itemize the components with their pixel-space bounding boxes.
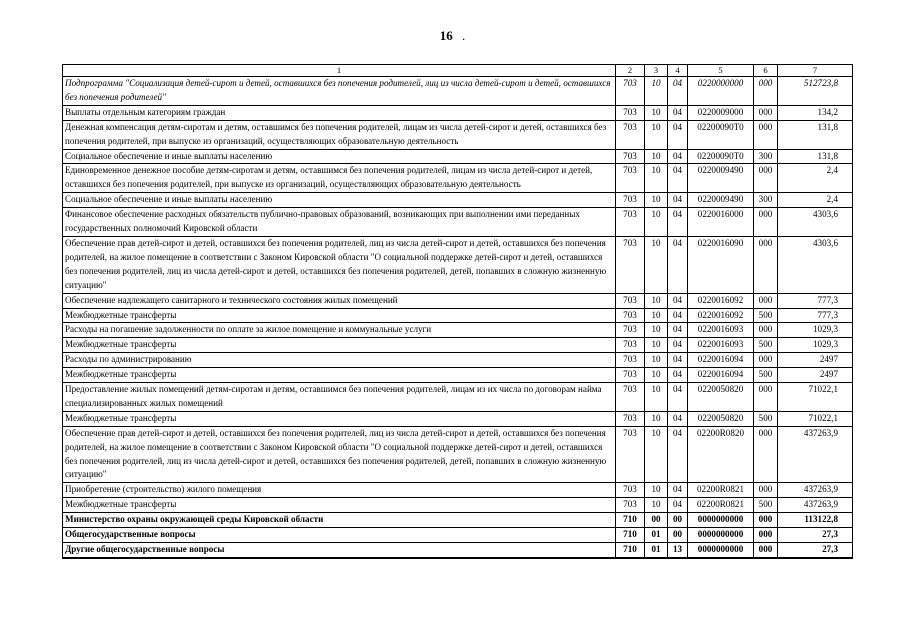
table-row [63,338,853,353]
header-cell: 6 [754,65,778,77]
row-code-4-cell: 04 [668,426,688,483]
row-code-5-cell: 0220016093 [688,323,754,338]
row-code-5-cell: 0220016090 [688,236,754,293]
table-row [63,543,853,558]
row-code-2-cell: 703 [616,164,645,193]
row-code-6-cell: 000 [754,293,778,308]
row-code-3-cell: 10 [645,411,668,426]
table-row [63,105,853,120]
row-code-5-cell: 02200090Т0 [688,149,754,164]
row-name-cell: Приобретение (строительство) жилого помещения [63,483,616,498]
table-row [63,193,853,208]
row-code-4-cell: 04 [668,77,688,106]
row-code-3-cell: 00 [645,513,668,528]
row-code-6-cell: 000 [754,353,778,368]
row-amount-cell: 1029,3 [778,338,853,353]
row-code-6-cell: 000 [754,543,778,558]
row-code-2-cell: 703 [616,353,645,368]
row-code-6-cell: 000 [754,528,778,543]
row-code-3-cell: 10 [645,338,668,353]
budget-table [62,64,853,559]
table-row [63,368,853,383]
row-code-5-cell: 02200R0821 [688,498,754,513]
row-code-6-cell: 000 [754,77,778,106]
row-code-4-cell: 00 [668,513,688,528]
table-row [63,383,853,412]
row-code-3-cell: 01 [645,528,668,543]
row-code-3-cell: 01 [645,543,668,558]
row-code-3-cell: 10 [645,308,668,323]
row-code-6-cell: 000 [754,208,778,237]
header-cell: 1 [63,65,616,77]
row-amount-cell: 71022,1 [778,383,853,412]
row-code-3-cell: 10 [645,236,668,293]
row-code-3-cell: 10 [645,323,668,338]
row-code-5-cell: 0220050820 [688,383,754,412]
row-code-2-cell: 703 [616,120,645,149]
row-name-cell: Социальное обеспечение и иные выплаты населению [63,149,616,164]
table-row [63,426,853,483]
row-code-5-cell: 0220050820 [688,411,754,426]
row-code-5-cell: 0220009490 [688,193,754,208]
page-number [0,28,905,44]
row-amount-cell: 777,3 [778,293,853,308]
table-row [63,513,853,528]
row-code-3-cell: 10 [645,353,668,368]
table-row [63,208,853,237]
row-code-3-cell: 10 [645,498,668,513]
row-amount-cell: 2,4 [778,164,853,193]
table-row [63,411,853,426]
row-code-3-cell: 10 [645,193,668,208]
row-code-5-cell: 02200R0820 [688,426,754,483]
row-code-3-cell: 10 [645,483,668,498]
row-code-6-cell: 000 [754,483,778,498]
row-code-5-cell: 0000000000 [688,513,754,528]
row-code-2-cell: 703 [616,236,645,293]
table-row [63,77,853,106]
row-code-4-cell: 04 [668,483,688,498]
row-code-2-cell: 703 [616,105,645,120]
row-code-3-cell: 10 [645,105,668,120]
row-code-6-cell: 500 [754,498,778,513]
row-amount-cell: 777,3 [778,308,853,323]
row-code-4-cell: 04 [668,498,688,513]
row-name-cell: Другие общегосударственные вопросы [63,543,616,558]
row-code-6-cell: 500 [754,338,778,353]
row-amount-cell: 437263,9 [778,498,853,513]
row-code-4-cell: 04 [668,120,688,149]
row-amount-cell: 113122,8 [778,513,853,528]
row-code-3-cell: 10 [645,208,668,237]
row-code-5-cell: 02200R0821 [688,483,754,498]
row-code-3-cell: 10 [645,120,668,149]
row-code-5-cell: 0220016094 [688,353,754,368]
row-code-6-cell: 000 [754,164,778,193]
header-cell: 5 [688,65,754,77]
row-name-cell: Межбюджетные трансферты [63,498,616,513]
row-amount-cell: 131,8 [778,149,853,164]
row-amount-cell: 71022,1 [778,411,853,426]
row-code-5-cell: 0000000000 [688,543,754,558]
row-code-5-cell: 02200090Т0 [688,120,754,149]
row-code-2-cell: 703 [616,338,645,353]
row-amount-cell: 4303,6 [778,208,853,237]
row-code-2-cell: 703 [616,308,645,323]
table-row [63,293,853,308]
row-code-4-cell: 00 [668,528,688,543]
row-amount-cell: 134,2 [778,105,853,120]
row-code-2-cell: 710 [616,543,645,558]
row-code-4-cell: 04 [668,383,688,412]
row-code-3-cell: 10 [645,383,668,412]
row-code-4-cell: 04 [668,293,688,308]
row-code-3-cell: 10 [645,368,668,383]
header-cell: 4 [668,65,688,77]
row-name-cell: Межбюджетные трансферты [63,338,616,353]
row-name-cell: Социальное обеспечение и иные выплаты населению [63,193,616,208]
row-name-cell: Обеспечение прав детей-сирот и детей, оставшихся без попечения родителей, лиц из числа детей-сирот и детей, оставшихся без попечения родителей, на жилое помещение в соответствии с Законом Кировской области "О социальной поддержке детей-сирот и детей, оставшихся без попечения родителей, лиц из числа детей-сирот и детей, оставшихся без попечения родителей, детей, попавших в сложную жизненную ситуацию" [63,426,616,483]
row-code-3-cell: 10 [645,77,668,106]
row-code-3-cell: 10 [645,293,668,308]
row-name-cell: Предоставление жилых помещений детям-сиротам и детям, оставшимся без попечения родителей, лицам из их числа по договорам найма специализированных жилых помещений [63,383,616,412]
row-code-2-cell: 710 [616,513,645,528]
row-amount-cell: 512723,8 [778,77,853,106]
row-amount-cell: 27,3 [778,528,853,543]
row-code-2-cell: 710 [616,528,645,543]
row-code-2-cell: 703 [616,426,645,483]
header-cell: 7 [778,65,853,77]
row-code-4-cell: 04 [668,164,688,193]
row-code-2-cell: 703 [616,149,645,164]
row-code-4-cell: 04 [668,308,688,323]
row-code-5-cell: 0220016092 [688,308,754,323]
row-name-cell: Межбюджетные трансферты [63,368,616,383]
row-amount-cell: 1029,3 [778,323,853,338]
page-mark: . [462,28,466,43]
row-code-5-cell: 0220009490 [688,164,754,193]
page-number-value: 16 [439,28,453,43]
row-amount-cell: 437263,9 [778,426,853,483]
row-amount-cell: 131,8 [778,120,853,149]
row-code-4-cell: 04 [668,105,688,120]
row-code-4-cell: 04 [668,236,688,293]
row-code-2-cell: 703 [616,208,645,237]
table-row [63,308,853,323]
row-code-6-cell: 300 [754,193,778,208]
row-name-cell: Выплаты отдельным категориям граждан [63,105,616,120]
row-code-2-cell: 703 [616,498,645,513]
row-name-cell: Межбюджетные трансферты [63,308,616,323]
row-code-6-cell: 000 [754,513,778,528]
table-row [63,528,853,543]
table-row [63,498,853,513]
row-code-5-cell: 0220016094 [688,368,754,383]
row-amount-cell: 437263,9 [778,483,853,498]
row-code-2-cell: 703 [616,293,645,308]
row-code-4-cell: 04 [668,353,688,368]
row-name-cell: Подпрограмма "Социализация детей-сирот и детей, оставшихся без попечения родителей, лиц из числа детей-сирот и детей, оставшихся без попечения родителей" [63,77,616,106]
table-header-row [63,65,853,77]
row-code-6-cell: 500 [754,368,778,383]
row-code-5-cell: 0220009000 [688,105,754,120]
row-code-2-cell: 703 [616,483,645,498]
row-code-4-cell: 04 [668,411,688,426]
row-code-5-cell: 0220016093 [688,338,754,353]
row-code-6-cell: 500 [754,411,778,426]
row-code-5-cell: 0220016092 [688,293,754,308]
header-cell: 2 [616,65,645,77]
row-amount-cell: 4303,6 [778,236,853,293]
row-code-6-cell: 000 [754,105,778,120]
row-name-cell: Общегосударственные вопросы [63,528,616,543]
row-name-cell: Министерство охраны окружающей среды Кировской области [63,513,616,528]
row-code-4-cell: 04 [668,149,688,164]
row-code-5-cell: 0000000000 [688,528,754,543]
row-name-cell: Финансовое обеспечение расходных обязательств публично-правовых образований, возникающих при выполнении ими переданных государственных полномочий Кировской области [63,208,616,237]
row-code-2-cell: 703 [616,383,645,412]
row-amount-cell: 2,4 [778,193,853,208]
row-code-4-cell: 04 [668,338,688,353]
row-code-4-cell: 04 [668,368,688,383]
row-code-5-cell: 0220000000 [688,77,754,106]
row-code-2-cell: 703 [616,368,645,383]
row-code-2-cell: 703 [616,411,645,426]
table-row [63,236,853,293]
row-name-cell: Расходы на погашение задолженности по оплате за жилое помещение и коммунальные услуги [63,323,616,338]
row-code-6-cell: 500 [754,308,778,323]
row-amount-cell: 2497 [778,353,853,368]
row-code-3-cell: 10 [645,149,668,164]
row-code-6-cell: 000 [754,383,778,412]
row-code-3-cell: 10 [645,426,668,483]
table-row [63,323,853,338]
row-code-6-cell: 300 [754,149,778,164]
row-name-cell: Единовременное денежное пособие детям-сиротам и детям, оставшимся без попечения родителей, лицам из числа детей-сирот и детей, оставшихся без попечения родителей, при выпуске из организаций, осуществляющих образовательную деятельность [63,164,616,193]
table-row [63,353,853,368]
row-name-cell: Денежная компенсация детям-сиротам и детям, оставшимся без попечения родителей, лицам из числа детей-сирот и детей, оставшихся без попечения родителей, при выпуске из организаций, осуществляющих образовательную деятельность [63,120,616,149]
row-name-cell: Межбюджетные трансферты [63,411,616,426]
row-code-3-cell: 10 [645,164,668,193]
row-code-2-cell: 703 [616,193,645,208]
row-code-4-cell: 13 [668,543,688,558]
row-code-4-cell: 04 [668,208,688,237]
table-row [63,120,853,149]
row-code-2-cell: 703 [616,77,645,106]
row-code-4-cell: 04 [668,193,688,208]
row-name-cell: Обеспечение надлежащего санитарного и технического состояния жилых помещений [63,293,616,308]
table-row [63,164,853,193]
row-code-5-cell: 0220016000 [688,208,754,237]
row-code-6-cell: 000 [754,426,778,483]
row-name-cell: Расходы по администрированию [63,353,616,368]
row-name-cell: Обеспечение прав детей-сирот и детей, оставшихся без попечения родителей, лиц из числа детей-сирот и детей, оставшихся без попечения родителей, на жилое помещение в соответствии с Законом Кировской области "О социальной поддержке детей-сирот и детей, оставшихся без попечения родителей, лиц из числа детей-сирот и детей, оставшихся без попечения родителей, детей, попавших в сложную жизненную ситуацию" [63,236,616,293]
row-code-6-cell: 000 [754,120,778,149]
row-code-2-cell: 703 [616,323,645,338]
row-amount-cell: 2497 [778,368,853,383]
table-row [63,149,853,164]
row-amount-cell: 27,3 [778,543,853,558]
row-code-6-cell: 000 [754,323,778,338]
table-row [63,483,853,498]
header-cell: 3 [645,65,668,77]
row-code-4-cell: 04 [668,323,688,338]
row-code-6-cell: 000 [754,236,778,293]
